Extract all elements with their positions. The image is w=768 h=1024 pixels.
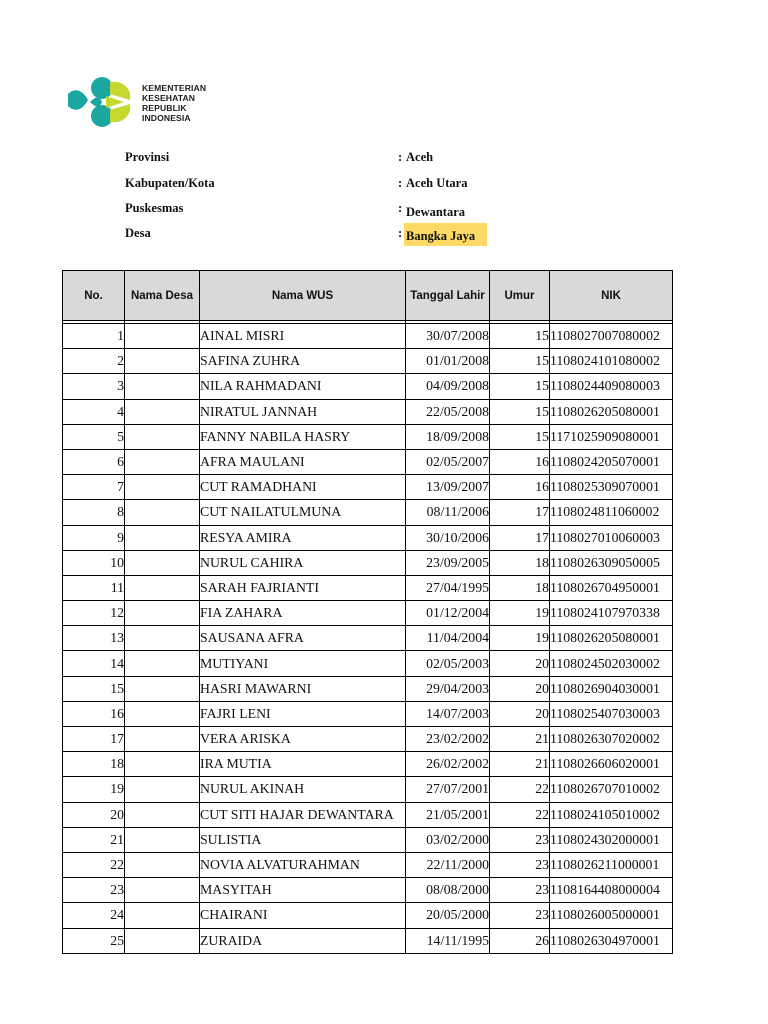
cell-nik: 1108026309050005 — [550, 550, 673, 575]
header-nik: NIK — [550, 271, 673, 321]
cell-nama-wus: CUT RAMADHANI — [200, 475, 406, 500]
cell-umur: 23 — [490, 878, 550, 903]
logo-line: KEMENTERIAN — [142, 83, 207, 93]
cell-no: 18 — [63, 752, 125, 777]
cell-tanggal-lahir: 02/05/2003 — [406, 651, 490, 676]
cell-tanggal-lahir: 01/01/2008 — [406, 349, 490, 374]
header-nama-wus: Nama WUS — [200, 271, 406, 321]
cell-umur: 19 — [490, 601, 550, 626]
cell-nik: 1108024107970338 — [550, 601, 673, 626]
cell-umur: 20 — [490, 651, 550, 676]
cell-nama-wus: VERA ARISKA — [200, 727, 406, 752]
wus-table — [62, 270, 673, 954]
cell-nama-wus: AFRA MAULANI — [200, 449, 406, 474]
cell-nama-desa — [125, 852, 200, 877]
table-row — [63, 752, 673, 777]
cell-nama-wus: NOVIA ALVATURAHMAN — [200, 852, 406, 877]
cell-umur: 21 — [490, 727, 550, 752]
table-row — [63, 601, 673, 626]
cell-no: 8 — [63, 500, 125, 525]
cell-tanggal-lahir: 27/07/2001 — [406, 777, 490, 802]
cell-tanggal-lahir: 02/05/2007 — [406, 449, 490, 474]
cell-nik: 1108026904030001 — [550, 676, 673, 701]
cell-umur: 19 — [490, 626, 550, 651]
table-row — [63, 475, 673, 500]
cell-tanggal-lahir: 13/09/2007 — [406, 475, 490, 500]
cell-nik: 1108027010060003 — [550, 525, 673, 550]
cell-tanggal-lahir: 04/09/2008 — [406, 374, 490, 399]
cell-no: 6 — [63, 449, 125, 474]
table-body — [63, 321, 673, 954]
table-row — [63, 651, 673, 676]
cell-nama-desa — [125, 727, 200, 752]
header-no: No. — [63, 271, 125, 321]
cell-umur: 16 — [490, 449, 550, 474]
table-row — [63, 626, 673, 651]
cell-nama-wus: SARAH FAJRIANTI — [200, 575, 406, 600]
cell-umur: 15 — [490, 374, 550, 399]
cell-nama-desa — [125, 752, 200, 777]
table-row — [63, 878, 673, 903]
cell-tanggal-lahir: 26/02/2002 — [406, 752, 490, 777]
province-colon: : — [398, 150, 403, 164]
cell-no: 25 — [63, 928, 125, 953]
cell-umur: 15 — [490, 424, 550, 449]
cell-nama-wus: NILA RAHMADANI — [200, 374, 406, 399]
table-row — [63, 852, 673, 877]
cell-umur: 26 — [490, 928, 550, 953]
ministry-logo — [66, 74, 236, 132]
cell-no: 1 — [63, 324, 125, 349]
table-row — [63, 550, 673, 575]
cell-umur: 15 — [490, 324, 550, 349]
table-row — [63, 349, 673, 374]
cell-nama-wus: CUT SITI HAJAR DEWANTARA — [200, 802, 406, 827]
cell-no: 17 — [63, 727, 125, 752]
table-row — [63, 374, 673, 399]
cell-umur: 23 — [490, 903, 550, 928]
cell-no: 23 — [63, 878, 125, 903]
regency-label: Kabupaten/Kota — [125, 176, 215, 190]
cell-nik: 1108026704950001 — [550, 575, 673, 600]
cell-no: 22 — [63, 852, 125, 877]
cell-no: 21 — [63, 827, 125, 852]
cell-nama-desa — [125, 475, 200, 500]
cell-umur: 17 — [490, 525, 550, 550]
table-row — [63, 802, 673, 827]
cell-nama-desa — [125, 626, 200, 651]
cell-nik: 1108164408000004 — [550, 878, 673, 903]
cell-tanggal-lahir: 11/04/2004 — [406, 626, 490, 651]
cell-nama-wus: FANNY NABILA HASRY — [200, 424, 406, 449]
village-value: Bangka Jaya — [404, 223, 487, 246]
cell-nama-desa — [125, 903, 200, 928]
cell-no: 19 — [63, 777, 125, 802]
cell-nik: 1108025309070001 — [550, 475, 673, 500]
cell-no: 3 — [63, 374, 125, 399]
province-value: Aceh — [406, 150, 434, 164]
cell-no: 12 — [63, 601, 125, 626]
puskesmas-value: Dewantara — [406, 205, 466, 219]
cell-umur: 18 — [490, 550, 550, 575]
table-row — [63, 676, 673, 701]
cell-nik: 1108024205070001 — [550, 449, 673, 474]
cell-umur: 23 — [490, 852, 550, 877]
cell-nik: 1108024409080003 — [550, 374, 673, 399]
cell-no: 9 — [63, 525, 125, 550]
cell-nama-desa — [125, 777, 200, 802]
regency-value: Aceh Utara — [406, 176, 468, 190]
cell-nik: 1108024105010002 — [550, 802, 673, 827]
table-header-row — [63, 271, 673, 321]
cell-tanggal-lahir: 22/05/2008 — [406, 399, 490, 424]
regency-colon: : — [398, 176, 403, 190]
cell-nik: 1108026304970001 — [550, 928, 673, 953]
table-row — [63, 777, 673, 802]
cell-nama-wus: ZURAIDA — [200, 928, 406, 953]
cell-nama-desa — [125, 601, 200, 626]
table-row — [63, 424, 673, 449]
cell-nama-desa — [125, 928, 200, 953]
cell-no: 15 — [63, 676, 125, 701]
cell-nik: 1108024101080002 — [550, 349, 673, 374]
cell-no: 16 — [63, 701, 125, 726]
cell-nik: 1108024302000001 — [550, 827, 673, 852]
cell-no: 14 — [63, 651, 125, 676]
cell-tanggal-lahir: 23/02/2002 — [406, 727, 490, 752]
cell-tanggal-lahir: 23/09/2005 — [406, 550, 490, 575]
table-row — [63, 449, 673, 474]
cell-tanggal-lahir: 30/07/2008 — [406, 324, 490, 349]
village-colon: : — [398, 226, 403, 240]
cell-nik: 1108026707010002 — [550, 777, 673, 802]
cell-tanggal-lahir: 29/04/2003 — [406, 676, 490, 701]
cell-umur: 21 — [490, 752, 550, 777]
cell-umur: 16 — [490, 475, 550, 500]
cell-no: 13 — [63, 626, 125, 651]
cell-nama-wus: SAUSANA AFRA — [200, 626, 406, 651]
cell-nik: 1108027007080002 — [550, 324, 673, 349]
cell-tanggal-lahir: 22/11/2000 — [406, 852, 490, 877]
cell-no: 20 — [63, 802, 125, 827]
ministry-name — [142, 83, 206, 123]
cell-nama-wus: HASRI MAWARNI — [200, 676, 406, 701]
cell-nama-desa — [125, 701, 200, 726]
header-umur: Umur — [490, 271, 550, 321]
cell-tanggal-lahir: 30/10/2006 — [406, 525, 490, 550]
cell-no: 4 — [63, 399, 125, 424]
table-row — [63, 827, 673, 852]
cell-tanggal-lahir: 20/05/2000 — [406, 903, 490, 928]
cell-nama-desa — [125, 651, 200, 676]
cell-nik: 1108024502030002 — [550, 651, 673, 676]
cell-nama-wus: RESYA AMIRA — [200, 525, 406, 550]
cell-nama-desa — [125, 449, 200, 474]
cell-nama-desa — [125, 802, 200, 827]
cell-nama-wus: NURUL AKINAH — [200, 777, 406, 802]
cell-nik: 1108026606020001 — [550, 752, 673, 777]
cell-umur: 20 — [490, 701, 550, 726]
cell-tanggal-lahir: 03/02/2000 — [406, 827, 490, 852]
cell-no: 2 — [63, 349, 125, 374]
cell-nik: 1108026205080001 — [550, 399, 673, 424]
cell-no: 10 — [63, 550, 125, 575]
cell-umur: 15 — [490, 399, 550, 424]
cell-nama-wus: SAFINA ZUHRA — [200, 349, 406, 374]
kemenkes-logo-icon — [66, 74, 138, 132]
cell-no: 7 — [63, 475, 125, 500]
cell-tanggal-lahir: 14/07/2003 — [406, 701, 490, 726]
cell-nama-wus: NURUL CAHIRA — [200, 550, 406, 575]
logo-line: REPUBLIK — [142, 103, 187, 113]
cell-nama-wus: NIRATUL JANNAH — [200, 399, 406, 424]
cell-tanggal-lahir: 08/11/2006 — [406, 500, 490, 525]
cell-nama-desa — [125, 550, 200, 575]
cell-no: 5 — [63, 424, 125, 449]
logo-line: INDONESIA — [142, 113, 191, 123]
cell-umur: 22 — [490, 777, 550, 802]
cell-tanggal-lahir: 21/05/2001 — [406, 802, 490, 827]
header-nama-desa: Nama Desa — [125, 271, 200, 321]
cell-nama-desa — [125, 374, 200, 399]
cell-umur: 20 — [490, 676, 550, 701]
cell-nama-desa — [125, 349, 200, 374]
table-row — [63, 324, 673, 349]
table-row — [63, 727, 673, 752]
cell-nama-desa — [125, 676, 200, 701]
cell-nik: 1108025407030003 — [550, 701, 673, 726]
puskesmas-colon: : — [398, 201, 403, 215]
cell-no: 24 — [63, 903, 125, 928]
cell-nama-desa — [125, 500, 200, 525]
cell-umur: 22 — [490, 802, 550, 827]
cell-umur: 17 — [490, 500, 550, 525]
table-row — [63, 575, 673, 600]
province-label: Provinsi — [125, 150, 170, 164]
table-row — [63, 928, 673, 953]
cell-tanggal-lahir: 01/12/2004 — [406, 601, 490, 626]
cell-nik: 1108026307020002 — [550, 727, 673, 752]
cell-nama-wus: IRA MUTIA — [200, 752, 406, 777]
cell-nama-wus: FIA ZAHARA — [200, 601, 406, 626]
table-row — [63, 500, 673, 525]
cell-umur: 23 — [490, 827, 550, 852]
cell-nama-desa — [125, 575, 200, 600]
cell-nik: 1108026005000001 — [550, 903, 673, 928]
cell-nik: 1108024811060002 — [550, 500, 673, 525]
cell-nik: 1171025909080001 — [550, 424, 673, 449]
cell-umur: 18 — [490, 575, 550, 600]
logo-line: KESEHATAN — [142, 93, 196, 103]
table-row — [63, 525, 673, 550]
cell-nik: 1108026205080001 — [550, 626, 673, 651]
cell-nama-wus: SULISTIA — [200, 827, 406, 852]
cell-nama-wus: FAJRI LENI — [200, 701, 406, 726]
cell-nama-desa — [125, 525, 200, 550]
cell-nama-wus: CUT NAILATULMUNA — [200, 500, 406, 525]
header-tanggal-lahir: Tanggal Lahir — [406, 271, 490, 321]
cell-nama-desa — [125, 827, 200, 852]
table-row — [63, 701, 673, 726]
cell-nama-wus: AINAL MISRI — [200, 324, 406, 349]
cell-nama-wus: MASYITAH — [200, 878, 406, 903]
cell-umur: 15 — [490, 349, 550, 374]
cell-tanggal-lahir: 27/04/1995 — [406, 575, 490, 600]
cell-tanggal-lahir: 14/11/1995 — [406, 928, 490, 953]
cell-tanggal-lahir: 08/08/2000 — [406, 878, 490, 903]
table-row — [63, 903, 673, 928]
cell-nama-wus: MUTIYANI — [200, 651, 406, 676]
cell-nama-desa — [125, 324, 200, 349]
cell-nik: 1108026211000001 — [550, 852, 673, 877]
cell-nama-desa — [125, 424, 200, 449]
cell-nama-wus: CHAIRANI — [200, 903, 406, 928]
cell-tanggal-lahir: 18/09/2008 — [406, 424, 490, 449]
puskesmas-label: Puskesmas — [125, 201, 184, 215]
table-row — [63, 399, 673, 424]
village-label: Desa — [125, 226, 151, 240]
cell-nama-desa — [125, 878, 200, 903]
cell-no: 11 — [63, 575, 125, 600]
cell-nama-desa — [125, 399, 200, 424]
